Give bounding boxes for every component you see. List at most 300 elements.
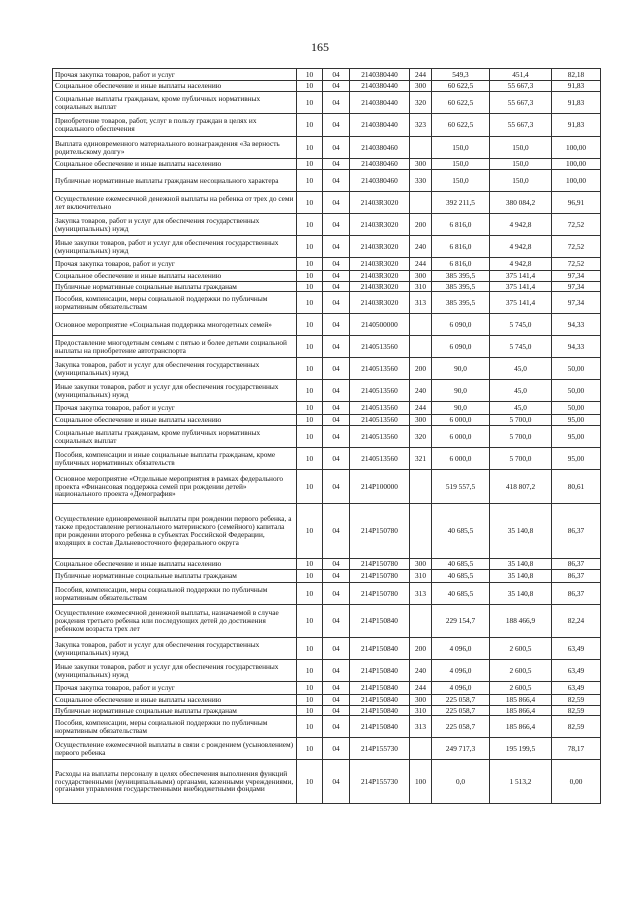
row-section: 10 (297, 314, 323, 336)
row-expense-type: 240 (410, 236, 432, 258)
row-plan-value: 150,0 (432, 137, 490, 159)
row-section: 10 (297, 214, 323, 236)
row-subsection: 04 (323, 192, 350, 214)
row-plan-value: 40 685,5 (432, 504, 490, 559)
row-subsection: 04 (323, 159, 350, 170)
table-row (53, 170, 601, 192)
row-name: Социальное обеспечение и иные выплаты населению (53, 695, 297, 706)
row-executed-value: 4 942,8 (490, 258, 552, 271)
table-row (53, 159, 601, 170)
row-subsection: 04 (323, 559, 350, 570)
row-executed-value: 375 141,4 (490, 292, 552, 314)
table-row (53, 81, 601, 92)
row-executed-value: 150,0 (490, 137, 552, 159)
table-body (53, 69, 601, 804)
row-subsection: 04 (323, 605, 350, 638)
row-subsection: 04 (323, 638, 350, 660)
budget-table (52, 68, 601, 804)
row-percent: 80,61 (552, 470, 601, 504)
row-executed-value: 35 140,8 (490, 570, 552, 583)
row-section: 10 (297, 380, 323, 402)
row-section: 10 (297, 706, 323, 716)
row-percent: 91,83 (552, 114, 601, 137)
row-subsection: 04 (323, 583, 350, 605)
row-plan-value: 519 557,5 (432, 470, 490, 504)
table-row (53, 504, 601, 559)
row-expense-type: 310 (410, 282, 432, 292)
row-name: Пособия, компенсации, меры социальной поддержки по публичным нормативным обязательствам (53, 583, 297, 605)
row-section: 10 (297, 114, 323, 137)
row-executed-value: 5 700,0 (490, 426, 552, 448)
row-section: 10 (297, 192, 323, 214)
row-target-article: 21403R3020 (350, 292, 410, 314)
row-name: Прочая закупка товаров, работ и услуг (53, 69, 297, 81)
row-section: 10 (297, 69, 323, 81)
row-target-article: 21403R3020 (350, 271, 410, 282)
table-row (53, 402, 601, 415)
row-percent: 72,52 (552, 258, 601, 271)
row-plan-value: 90,0 (432, 402, 490, 415)
row-name: Иные закупки товаров, работ и услуг для обеспечения государственных (муниципальных) нужд (53, 380, 297, 402)
row-section: 10 (297, 236, 323, 258)
row-name: Иные закупки товаров, работ и услуг для обеспечения государственных (муниципальных) нужд (53, 660, 297, 682)
row-section: 10 (297, 760, 323, 804)
row-target-article: 214P150780 (350, 583, 410, 605)
row-name: Основное мероприятие «Отдельные мероприятия в рамках федерального проекта «Финансовая поддержка семей при рождении детей» национального проекта «Демография» (53, 470, 297, 504)
row-subsection: 04 (323, 137, 350, 159)
row-executed-value: 45,0 (490, 358, 552, 380)
row-expense-type: 300 (410, 695, 432, 706)
row-executed-value: 35 140,8 (490, 504, 552, 559)
row-percent: 97,34 (552, 271, 601, 282)
row-subsection: 04 (323, 448, 350, 470)
row-plan-value: 60 622,5 (432, 81, 490, 92)
row-expense-type: 323 (410, 114, 432, 137)
row-target-article: 21403R3020 (350, 258, 410, 271)
row-expense-type: 244 (410, 69, 432, 81)
row-expense-type: 321 (410, 448, 432, 470)
row-name: Иные закупки товаров, работ и услуг для обеспечения государственных (муниципальных) нужд (53, 236, 297, 258)
row-section: 10 (297, 282, 323, 292)
row-executed-value: 35 140,8 (490, 559, 552, 570)
row-percent: 82,18 (552, 69, 601, 81)
row-expense-type: 244 (410, 402, 432, 415)
row-subsection: 04 (323, 504, 350, 559)
row-expense-type: 100 (410, 760, 432, 804)
row-expense-type: 320 (410, 426, 432, 448)
row-subsection: 04 (323, 314, 350, 336)
row-plan-value: 6 090,0 (432, 314, 490, 336)
row-section: 10 (297, 660, 323, 682)
row-section: 10 (297, 426, 323, 448)
row-target-article: 214P150840 (350, 716, 410, 738)
row-expense-type: 240 (410, 660, 432, 682)
row-name: Публичные нормативные социальные выплаты гражданам (53, 706, 297, 716)
row-expense-type: 300 (410, 159, 432, 170)
row-executed-value: 451,4 (490, 69, 552, 81)
row-expense-type: 310 (410, 570, 432, 583)
row-expense-type: 200 (410, 358, 432, 380)
row-executed-value: 5 700,0 (490, 448, 552, 470)
table-row (53, 258, 601, 271)
row-percent: 91,83 (552, 81, 601, 92)
row-percent: 97,34 (552, 282, 601, 292)
row-percent: 100,00 (552, 170, 601, 192)
row-percent: 50,00 (552, 358, 601, 380)
row-executed-value: 55 667,3 (490, 114, 552, 137)
row-subsection: 04 (323, 282, 350, 292)
row-name: Осуществление ежемесячной выплаты в связи с рождением (усыновлением) первого ребенка (53, 738, 297, 760)
row-plan-value: 549,3 (432, 69, 490, 81)
table-row (53, 271, 601, 282)
row-executed-value: 150,0 (490, 159, 552, 170)
row-subsection: 04 (323, 236, 350, 258)
row-plan-value: 385 395,5 (432, 292, 490, 314)
row-section: 10 (297, 271, 323, 282)
table-row (53, 336, 601, 358)
row-target-article: 21403R3020 (350, 192, 410, 214)
table-row (53, 682, 601, 695)
table-row (53, 236, 601, 258)
row-section: 10 (297, 504, 323, 559)
row-target-article: 2140380440 (350, 69, 410, 81)
row-executed-value: 5 745,0 (490, 336, 552, 358)
table-row (53, 605, 601, 638)
row-plan-value: 6 816,0 (432, 258, 490, 271)
row-plan-value: 6 000,0 (432, 426, 490, 448)
row-name: Осуществление ежемесячной денежной выплаты на ребенка от трех до семи лет включительно (53, 192, 297, 214)
row-target-article: 214P150840 (350, 605, 410, 638)
row-name: Пособия, компенсации, меры социальной поддержки по публичным нормативным обязательствам (53, 716, 297, 738)
table-row (53, 114, 601, 137)
row-name: Приобретение товаров, работ, услуг в пользу граждан в целях их социального обеспечения (53, 114, 297, 137)
row-subsection: 04 (323, 570, 350, 583)
row-executed-value: 2 600,5 (490, 638, 552, 660)
row-expense-type (410, 738, 432, 760)
row-section: 10 (297, 92, 323, 114)
row-target-article: 214P150840 (350, 638, 410, 660)
row-section: 10 (297, 470, 323, 504)
row-target-article: 214P155730 (350, 738, 410, 760)
row-plan-value: 229 154,7 (432, 605, 490, 638)
table-row (53, 415, 601, 426)
row-subsection: 04 (323, 336, 350, 358)
row-name: Социальное обеспечение и иные выплаты населению (53, 415, 297, 426)
row-percent: 82,59 (552, 716, 601, 738)
row-subsection: 04 (323, 380, 350, 402)
row-target-article: 2140513560 (350, 336, 410, 358)
row-percent: 72,52 (552, 236, 601, 258)
row-section: 10 (297, 258, 323, 271)
row-section: 10 (297, 170, 323, 192)
row-expense-type (410, 314, 432, 336)
row-percent: 82,59 (552, 706, 601, 716)
row-section: 10 (297, 137, 323, 159)
row-target-article: 214P150780 (350, 559, 410, 570)
row-plan-value: 6 000,0 (432, 448, 490, 470)
row-subsection: 04 (323, 716, 350, 738)
row-section: 10 (297, 448, 323, 470)
row-percent: 78,17 (552, 738, 601, 760)
row-executed-value: 5 700,0 (490, 415, 552, 426)
row-plan-value: 0,0 (432, 760, 490, 804)
row-percent: 82,59 (552, 695, 601, 706)
row-percent: 94,33 (552, 314, 601, 336)
row-subsection: 04 (323, 706, 350, 716)
row-subsection: 04 (323, 214, 350, 236)
row-percent: 0,00 (552, 760, 601, 804)
row-target-article: 214P150840 (350, 682, 410, 695)
row-expense-type: 310 (410, 706, 432, 716)
table-row (53, 706, 601, 716)
row-executed-value: 45,0 (490, 380, 552, 402)
row-expense-type (410, 137, 432, 159)
row-plan-value: 90,0 (432, 358, 490, 380)
row-percent: 50,00 (552, 380, 601, 402)
row-executed-value: 55 667,3 (490, 92, 552, 114)
row-plan-value: 40 685,5 (432, 583, 490, 605)
row-name: Публичные нормативные выплаты гражданам несоциального характера (53, 170, 297, 192)
row-plan-value: 225 058,7 (432, 716, 490, 738)
row-executed-value: 195 199,5 (490, 738, 552, 760)
row-subsection: 04 (323, 760, 350, 804)
row-percent: 63,49 (552, 660, 601, 682)
row-section: 10 (297, 81, 323, 92)
row-expense-type: 330 (410, 170, 432, 192)
row-name: Пособия, компенсации, меры социальной поддержки по публичным нормативным обязательствам (53, 292, 297, 314)
row-executed-value: 150,0 (490, 170, 552, 192)
row-subsection: 04 (323, 81, 350, 92)
row-percent: 63,49 (552, 682, 601, 695)
row-plan-value: 60 622,5 (432, 92, 490, 114)
row-plan-value: 40 685,5 (432, 570, 490, 583)
row-target-article: 2140380440 (350, 92, 410, 114)
row-name: Выплата единовременного материального вознаграждения «За верность родительскому долгу» (53, 137, 297, 159)
row-percent: 95,00 (552, 448, 601, 470)
row-name: Закупка товаров, работ и услуг для обеспечения государственных (муниципальных) нужд (53, 638, 297, 660)
row-target-article: 2140380460 (350, 137, 410, 159)
row-target-article: 2140500000 (350, 314, 410, 336)
row-subsection: 04 (323, 358, 350, 380)
table-row (53, 760, 601, 804)
table-row (53, 570, 601, 583)
row-subsection: 04 (323, 415, 350, 426)
row-expense-type: 313 (410, 292, 432, 314)
row-name: Закупка товаров, работ и услуг для обеспечения государственных (муниципальных) нужд (53, 214, 297, 236)
row-target-article: 21403R3020 (350, 236, 410, 258)
row-expense-type (410, 605, 432, 638)
table-row (53, 192, 601, 214)
row-subsection: 04 (323, 114, 350, 137)
row-executed-value: 45,0 (490, 402, 552, 415)
row-executed-value: 380 084,2 (490, 192, 552, 214)
row-expense-type: 200 (410, 214, 432, 236)
row-plan-value: 90,0 (432, 380, 490, 402)
row-executed-value: 2 600,5 (490, 682, 552, 695)
row-name: Прочая закупка товаров, работ и услуг (53, 682, 297, 695)
table-row (53, 716, 601, 738)
row-name: Прочая закупка товаров, работ и услуг (53, 258, 297, 271)
row-target-article: 2140513560 (350, 415, 410, 426)
row-subsection: 04 (323, 292, 350, 314)
row-subsection: 04 (323, 92, 350, 114)
table-row (53, 448, 601, 470)
row-percent: 95,00 (552, 426, 601, 448)
row-subsection: 04 (323, 470, 350, 504)
row-expense-type (410, 336, 432, 358)
table-row (53, 214, 601, 236)
row-section: 10 (297, 638, 323, 660)
row-target-article: 2140513560 (350, 448, 410, 470)
row-plan-value: 150,0 (432, 159, 490, 170)
row-name: Социальное обеспечение и иные выплаты населению (53, 159, 297, 170)
row-expense-type: 320 (410, 92, 432, 114)
table-row (53, 137, 601, 159)
row-expense-type: 300 (410, 271, 432, 282)
row-plan-value: 40 685,5 (432, 559, 490, 570)
row-percent: 96,91 (552, 192, 601, 214)
table-row (53, 69, 601, 81)
row-expense-type: 300 (410, 559, 432, 570)
row-name: Социальные выплаты гражданам, кроме публичных нормативных социальных выплат (53, 92, 297, 114)
row-section: 10 (297, 292, 323, 314)
table-row (53, 583, 601, 605)
row-plan-value: 249 717,3 (432, 738, 490, 760)
row-expense-type: 300 (410, 81, 432, 92)
row-name: Прочая закупка товаров, работ и услуг (53, 402, 297, 415)
row-name: Социальные выплаты гражданам, кроме публичных нормативных социальных выплат (53, 426, 297, 448)
row-subsection: 04 (323, 695, 350, 706)
row-executed-value: 35 140,8 (490, 583, 552, 605)
row-name: Осуществление ежемесячной денежной выплаты, назначаемой в случае рождения третьего ребенка или последующих детей до достижения ребенком возраста трех лет (53, 605, 297, 638)
row-target-article: 214P150780 (350, 570, 410, 583)
table-row (53, 380, 601, 402)
row-expense-type: 300 (410, 415, 432, 426)
row-target-article: 21403R3020 (350, 214, 410, 236)
row-target-article: 2140513560 (350, 380, 410, 402)
row-target-article: 2140380440 (350, 81, 410, 92)
row-plan-value: 225 058,7 (432, 695, 490, 706)
page-number: 165 (311, 40, 329, 54)
row-percent: 72,52 (552, 214, 601, 236)
row-target-article: 2140513560 (350, 402, 410, 415)
row-percent: 86,37 (552, 583, 601, 605)
row-target-article: 21403R3020 (350, 282, 410, 292)
row-name: Расходы на выплаты персоналу в целях обеспечения выполнения функций государственными (муниципальными) органами, казенными учреждениями, органами управления государственными внебюджетными фондами (53, 760, 297, 804)
row-section: 10 (297, 716, 323, 738)
row-executed-value: 185 866,4 (490, 706, 552, 716)
row-percent: 100,00 (552, 159, 601, 170)
row-percent: 50,00 (552, 402, 601, 415)
table-row (53, 292, 601, 314)
row-section: 10 (297, 695, 323, 706)
row-expense-type: 244 (410, 258, 432, 271)
row-subsection: 04 (323, 660, 350, 682)
row-executed-value: 4 942,8 (490, 214, 552, 236)
row-plan-value: 4 096,0 (432, 638, 490, 660)
row-section: 10 (297, 605, 323, 638)
row-executed-value: 4 942,8 (490, 236, 552, 258)
table-row (53, 695, 601, 706)
row-executed-value: 1 513,2 (490, 760, 552, 804)
row-name: Основное мероприятие «Социальная поддержка многодетных семей» (53, 314, 297, 336)
table-row (53, 660, 601, 682)
row-target-article: 2140513560 (350, 358, 410, 380)
row-section: 10 (297, 358, 323, 380)
row-executed-value: 375 141,4 (490, 271, 552, 282)
row-subsection: 04 (323, 258, 350, 271)
row-percent: 86,37 (552, 570, 601, 583)
row-name: Социальное обеспечение и иные выплаты населению (53, 559, 297, 570)
row-target-article: 214P155730 (350, 760, 410, 804)
row-target-article: 214P150840 (350, 695, 410, 706)
row-percent: 91,83 (552, 92, 601, 114)
row-name: Публичные нормативные социальные выплаты гражданам (53, 570, 297, 583)
row-plan-value: 6 816,0 (432, 236, 490, 258)
row-percent: 95,00 (552, 415, 601, 426)
row-subsection: 04 (323, 271, 350, 282)
row-plan-value: 6 000,0 (432, 415, 490, 426)
row-name: Предоставление многодетным семьям с пятью и более детьми социальной выплаты на приобретение автотранспорта (53, 336, 297, 358)
row-subsection: 04 (323, 402, 350, 415)
row-plan-value: 4 096,0 (432, 660, 490, 682)
row-plan-value: 4 096,0 (432, 682, 490, 695)
row-target-article: 214P150780 (350, 504, 410, 559)
row-executed-value: 185 866,4 (490, 716, 552, 738)
row-name: Закупка товаров, работ и услуг для обеспечения государственных (муниципальных) нужд (53, 358, 297, 380)
table-row (53, 638, 601, 660)
row-section: 10 (297, 402, 323, 415)
row-percent: 86,37 (552, 504, 601, 559)
row-name: Публичные нормативные социальные выплаты гражданам (53, 282, 297, 292)
row-plan-value: 392 211,5 (432, 192, 490, 214)
row-expense-type: 313 (410, 583, 432, 605)
row-executed-value: 188 466,9 (490, 605, 552, 638)
row-target-article: 214P150840 (350, 706, 410, 716)
row-name: Социальное обеспечение и иные выплаты населению (53, 81, 297, 92)
row-subsection: 04 (323, 170, 350, 192)
row-percent: 100,00 (552, 137, 601, 159)
row-target-article: 214P100000 (350, 470, 410, 504)
row-plan-value: 225 058,7 (432, 706, 490, 716)
table-row (53, 470, 601, 504)
row-target-article: 2140380440 (350, 114, 410, 137)
row-name: Осуществление единовременной выплаты при рождении первого ребенка, а также предоставление регионального материнского (семейного) капитала при рождении второго ребенка в субъектах Российской Федерации, входящих в состав Дальневосточного федерального округа (53, 504, 297, 559)
row-section: 10 (297, 415, 323, 426)
row-executed-value: 185 866,4 (490, 695, 552, 706)
row-expense-type (410, 504, 432, 559)
row-subsection: 04 (323, 682, 350, 695)
row-expense-type: 240 (410, 380, 432, 402)
row-expense-type (410, 470, 432, 504)
row-executed-value: 5 745,0 (490, 314, 552, 336)
row-percent: 86,37 (552, 559, 601, 570)
table-row (53, 559, 601, 570)
row-section: 10 (297, 159, 323, 170)
table-row (53, 314, 601, 336)
row-name: Пособия, компенсации и иные социальные выплаты гражданам, кроме публичных нормативных обязательств (53, 448, 297, 470)
row-section: 10 (297, 583, 323, 605)
row-section: 10 (297, 570, 323, 583)
row-expense-type: 244 (410, 682, 432, 695)
table-row (53, 92, 601, 114)
row-target-article: 214P150840 (350, 660, 410, 682)
table-row (53, 738, 601, 760)
row-section: 10 (297, 559, 323, 570)
row-expense-type: 313 (410, 716, 432, 738)
row-section: 10 (297, 738, 323, 760)
row-plan-value: 6 090,0 (432, 336, 490, 358)
